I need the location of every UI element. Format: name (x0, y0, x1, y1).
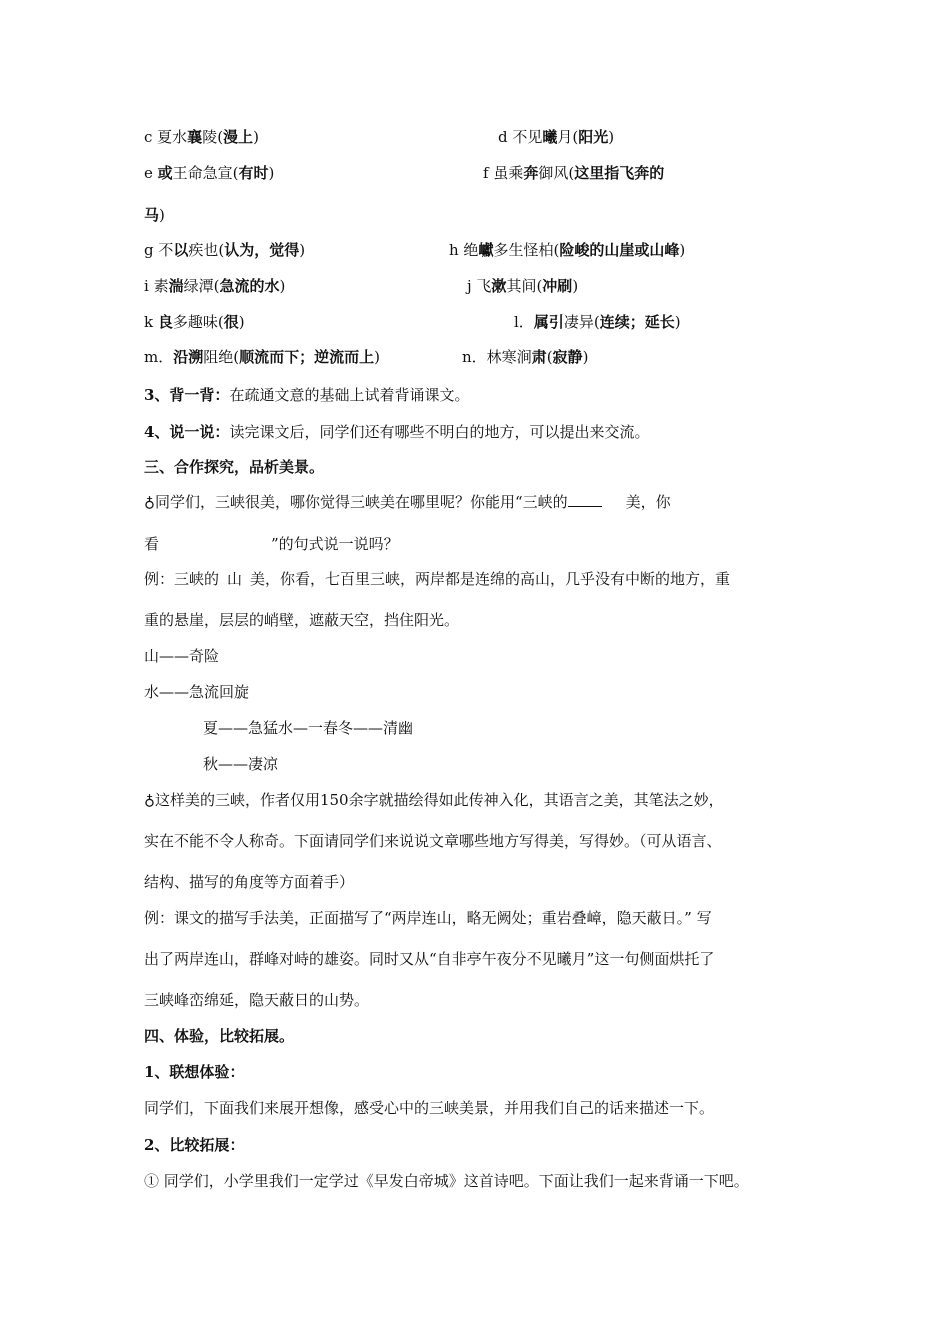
vocab-item-j: j 飞漱其间(冲刷) (467, 277, 579, 295)
flower-bullet-icon: ♁ (144, 493, 155, 511)
vocab-item-d: d 不见曦月(阳光) (498, 128, 615, 146)
feature-water: 水——急流回旋 (144, 683, 250, 701)
example-technique-cont-2: 三峡峰峦绵延，隐天蔽日的山势。 (144, 991, 370, 1009)
vocab-item-k: k 良多趣味(很) (144, 313, 245, 331)
vocab-item-c: c 夏水襄陵(漫上) (144, 128, 259, 146)
example-technique-cont-1: 出了两岸连山，群峰对峙的雄姿。同时又从“自非亭午夜分不见曦月”这一句侧面烘托了 (144, 950, 715, 968)
fill-blank (568, 492, 602, 507)
example-mountain-cont: 重的悬崖，层层的峭壁，遮蔽天空，挡住阳光。 (144, 611, 460, 629)
section-heading-3: 三、合作探究，品析美景。 (144, 458, 325, 476)
step-discuss: 4、说一说：读完课文后，同学们还有哪些不明白的地方，可以提出来交流。 (144, 423, 650, 441)
question-language-cont-1: 实在不能不令人称奇。下面请同学们来说说文章哪些地方写得美，写得妙。（可从语言、 (144, 832, 722, 850)
vocab-item-g: g 不以疾也(认为，觉得) (144, 241, 306, 259)
vocab-item-f: f 虽乘奔御风(这里指飞奔的 (483, 164, 665, 182)
feature-seasons-1: 夏——急猛水—一春冬——清幽 (203, 719, 414, 737)
vocab-item-e: e 或王命急宣(有时) (144, 164, 275, 182)
question-language: ♁这样美的三峡，作者仅用150余字就描绘得如此传神入化，其语言之美，其笔法之妙， (144, 791, 724, 809)
section-heading-4: 四、体验，比较拓展。 (144, 1027, 295, 1045)
example-technique: 例：课文的描写手法美，正面描写了“两岸连山，略无阙处；重岩叠嶂，隐天蔽日。” 写 (144, 909, 712, 927)
flower-bullet-icon: ♁ (144, 791, 155, 809)
vocab-item-n: n．林寒涧肃(寂静) (462, 348, 589, 366)
sub-heading-compare: 2、比较拓展： (144, 1136, 245, 1154)
step-recite: 3、背一背：在疏通文意的基础上试着背诵课文。 (144, 386, 470, 404)
imagine-text: 同学们，下面我们来展开想像，感受心中的三峡美景，并用我们自己的话来描述一下。 (144, 1099, 715, 1117)
vocab-item-i: i 素湍绿潭(急流的水) (144, 277, 286, 295)
example-mountain: 例：三峡的 山 美，你看，七百里三峡，两岸都是连绵的高山，几乎没有中断的地方，重 (144, 570, 731, 588)
question-language-cont-2: 结构、描写的角度等方面着手） (144, 873, 355, 891)
feature-seasons-2: 秋——凄凉 (203, 755, 279, 773)
question-beauty: ♁同学们，三峡很美，哪你觉得三峡美在哪里呢？你能用“三峡的 美，你 (144, 493, 671, 511)
vocab-item-h: h 绝巘多生怪柏(险峻的山崖或山峰) (449, 241, 686, 259)
vocab-item-l: l．属引凄异(连续；延长) (514, 313, 681, 331)
compare-text: ① 同学们，小学里我们一定学过《早发白帝城》这首诗吧。下面让我们一起来背诵一下吧。 (144, 1172, 749, 1190)
question-beauty-cont: 看 ”的句式说一说吗？ (144, 535, 399, 553)
vocab-item-m: m．沿溯阻绝(顺流而下；逆流而上) (144, 348, 380, 366)
sub-heading-imagine: 1、联想体验： (144, 1063, 245, 1081)
feature-mountain: 山——奇险 (144, 647, 220, 665)
vocab-item-f-cont: 马) (144, 206, 165, 224)
